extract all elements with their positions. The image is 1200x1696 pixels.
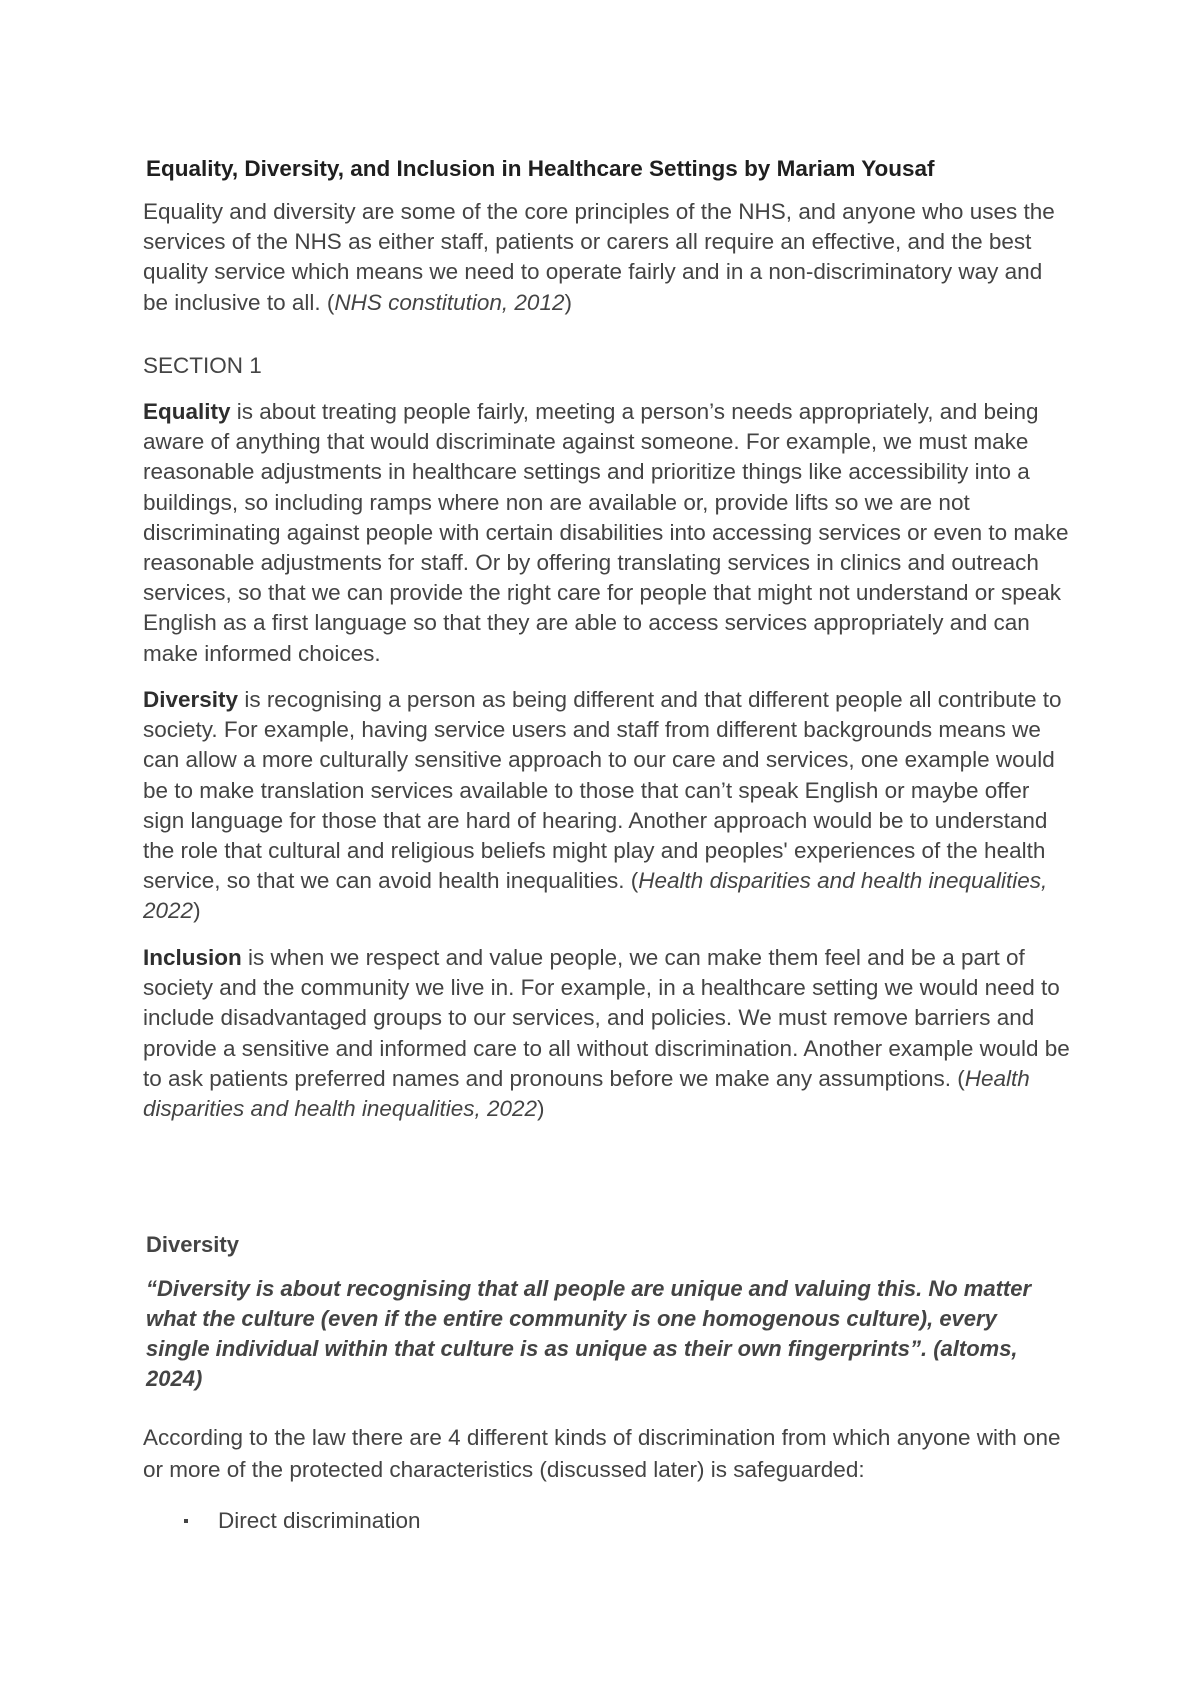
- equality-text: is about treating people fairly, meeting a person’s needs appropriately, and being aware of anything that would discriminate against someone. For example, we must make reasonable adjustments in healthcare settings and prioritize things like accessibility into a buildings, so including ramps where non are available or, provide lifts so we are not discriminating against people with certain disabilities into accessing services or even to make reasonable adjustments for staff. Or by offering translating services in clinics and outreach services, so that we can provide the right care for people that might not understand or speak English as a first language so that they are able to access services appropriately and can make informed choices.: [143, 399, 1069, 666]
- discrimination-list: [180, 1506, 980, 1536]
- inclusion-close: ): [537, 1096, 545, 1122]
- intro-paragraph: [143, 197, 1073, 318]
- intro-text: Equality and diversity are some of the core principles of the NHS, and anyone who uses the services of the NHS as either staff, patients or carers all require an effective, and the best quality service which means we need to operate fairly and in a non-discriminatory way and be inclusive to all. (: [143, 199, 1055, 315]
- list-item: [180, 1506, 980, 1536]
- intro-citation: NHS constitution, 2012: [334, 289, 565, 315]
- equality-paragraph: [143, 397, 1073, 669]
- equality-term: Equality: [143, 399, 231, 424]
- diversity-paragraph: [143, 685, 1073, 927]
- diversity-term: Diversity: [143, 687, 239, 712]
- law-paragraph: According to the law there are 4 different kinds of discrimination from which anyone with one or more of the protected characteristics (discussed later) is safeguarded:: [143, 1425, 1061, 1482]
- diversity-quote: “Diversity is about recognising that all people are unique and valuing this. No matter what the culture (even if the entire community is one homogenous culture), every single individual within that culture is as unique as their own fingerprints”. (altoms, 2024): [146, 1276, 1032, 1391]
- list-item-text: Direct discrimination: [218, 1508, 421, 1533]
- diversity-close: ): [193, 898, 201, 924]
- diversity-heading: Diversity: [146, 1232, 239, 1257]
- intro-close: ): [564, 289, 572, 315]
- inclusion-citation: Health disparities and health inequalities, 2022: [143, 1065, 1030, 1122]
- diversity-citation: Health disparities and health inequalities, 2022: [143, 868, 1048, 924]
- diversity-text: is recognising a person as being different and that different people all contribute to society. For example, having service users and staff from different backgrounds means we can allow a more culturally sensitive approach to our care and services, one example would be to make translation services available to those that can’t speak English or maybe offer sign language for those that are hard of hearing. Another approach would be to understand the role that cultural and religious beliefs might play and peoples' experiences of the health service, so that we can avoid health inequalities. (: [143, 687, 1062, 894]
- inclusion-term: Inclusion: [143, 945, 242, 970]
- inclusion-text: is when we respect and value people, we can make them feel and be a part of society and the community we live in. For example, in a healthcare setting we would need to include disadvantaged groups to our services, and policies. We must remove barriers and provide a sensitive and informed care to all without discrimination. Another example would be to ask patients preferred names and pronouns before we make any assumptions. (: [143, 945, 1070, 1091]
- inclusion-paragraph: [143, 943, 1073, 1124]
- bullet-icon: [184, 1519, 188, 1523]
- section-label: SECTION 1: [143, 353, 262, 378]
- document-title: Equality, Diversity, and Inclusion in Healthcare Settings by Mariam Yousaf: [146, 156, 935, 181]
